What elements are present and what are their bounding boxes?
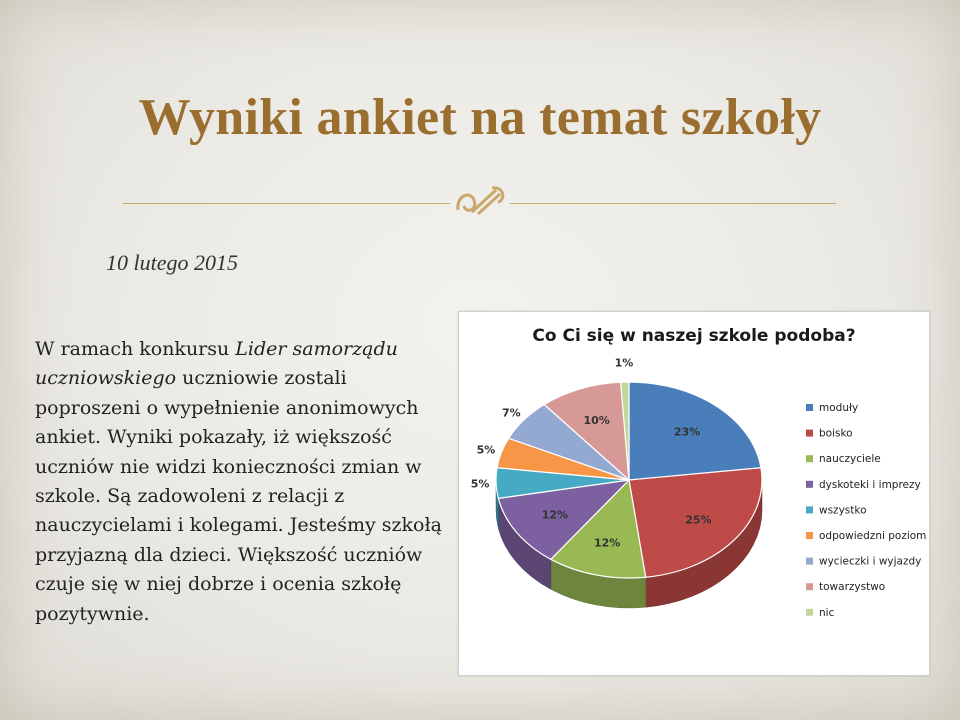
legend-swatch-6 — [806, 558, 813, 565]
data-label-5: 5% — [476, 443, 496, 457]
data-label-4: 5% — [470, 477, 490, 491]
slide-title: Wyniki ankiet na temat szkoły — [138, 89, 822, 146]
data-label-3: 12% — [541, 508, 569, 522]
legend-label-6: wycieczki i wyjazdy — [819, 555, 922, 568]
legend-label-2: nauczyciele — [819, 453, 881, 466]
data-label-8: 1% — [614, 356, 634, 370]
legend-label-3: dyskoteki i imprezy — [819, 478, 921, 491]
legend-label-1: boisko — [819, 427, 853, 440]
body-text-start: W ramach konkursu — [35, 338, 236, 360]
chart-legend — [806, 402, 926, 619]
legend-label-7: towarzystwo — [819, 581, 886, 594]
chart-title: Co Ci się w naszej szkole podoba? — [532, 326, 856, 346]
legend-swatch-2 — [806, 455, 813, 462]
legend-swatch-5 — [806, 532, 813, 539]
legend-swatch-0 — [806, 404, 813, 411]
legend-label-0: moduły — [819, 402, 859, 414]
legend-swatch-4 — [806, 506, 813, 513]
data-label-2: 12% — [593, 536, 621, 550]
data-label-6: 7% — [501, 406, 521, 420]
body-text-contest-name: Lider samorządu uczniowskiego — [35, 338, 398, 390]
legend-swatch-3 — [806, 481, 813, 488]
body-paragraph — [35, 335, 450, 629]
pie-top-layer — [496, 382, 762, 578]
legend-label-5: odpowiedzni poziom — [819, 530, 927, 542]
legend-label-8: nic — [819, 606, 835, 619]
data-label-0: 23% — [673, 425, 701, 439]
body-text-rest: uczniowie zostali poproszeni o wypełnienie anonimowych ankiet. Wyniki pokazały, iż większość uczniów nie widzi konieczności zmian w szkole. Są zadowoleni z relacji z nauczycielami i kolegami. Jesteśmy szkołą przyjazną dla dzieci. Większość uczniów czuje się w niej dobrze i ocenia szkołę pozytywnie. — [35, 367, 442, 625]
data-label-7: 10% — [583, 413, 610, 427]
title-divider-left — [123, 203, 450, 204]
legend-swatch-7 — [806, 583, 813, 590]
legend-swatch-1 — [806, 430, 813, 437]
data-label-1: 25% — [685, 513, 712, 527]
legend-label-4: wszystko — [819, 504, 867, 517]
legend-swatch-8 — [806, 609, 813, 616]
pie-chart-svg — [459, 312, 929, 675]
slide-date: 10 lutego 2015 — [106, 250, 238, 275]
pie-chart-panel — [458, 311, 930, 676]
scroll-ornament-icon — [452, 182, 508, 222]
title-divider-right — [510, 203, 836, 204]
